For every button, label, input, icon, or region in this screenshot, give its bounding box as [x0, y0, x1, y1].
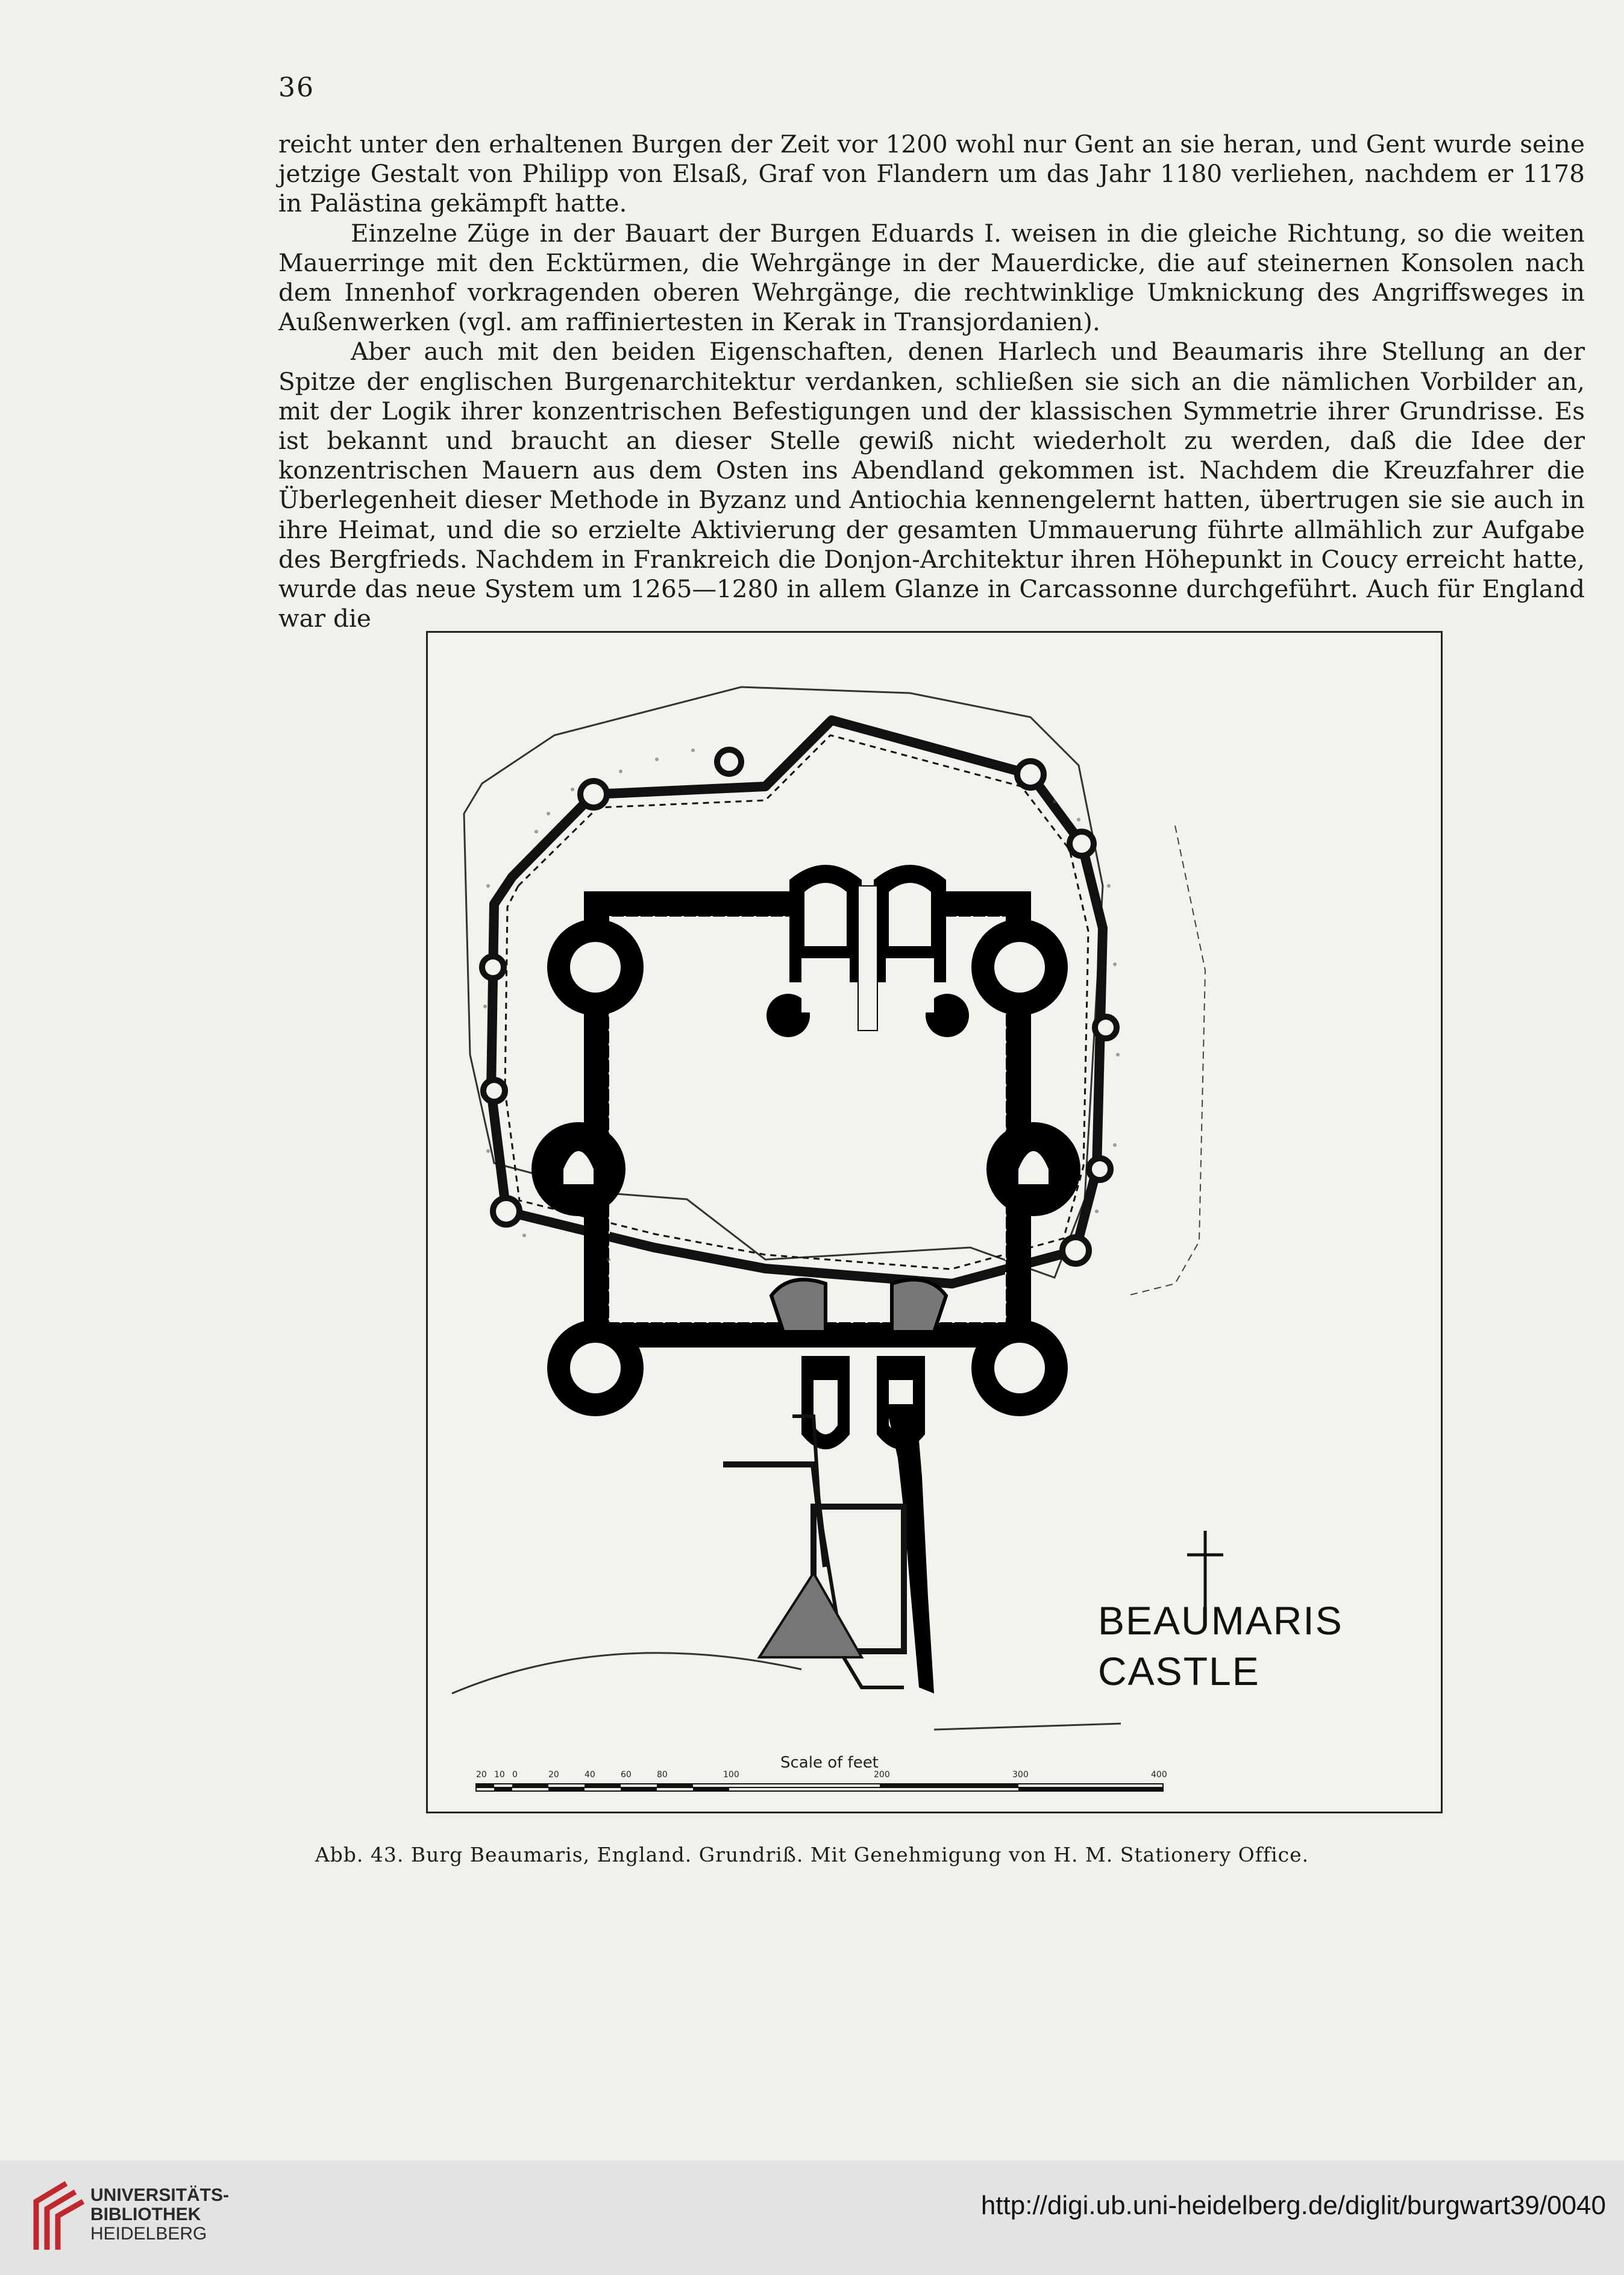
figure-caption: Abb. 43. Burg Beaumaris, England. Grundriß. Mit Genehmigung von H. M. Stationery Office.: [315, 1843, 1309, 1866]
library-logo-icon: [30, 2177, 84, 2256]
library-name: [90, 2186, 229, 2244]
castle-plan-figure: [426, 631, 1443, 1813]
scale-tick: 40: [585, 1770, 595, 1780]
scale-tick: 20: [476, 1770, 487, 1780]
source-url-link[interactable]: http://digi.ub.uni-heidelberg.de/diglit/burgwart39/0040: [980, 2191, 1606, 2220]
scale-tick: 20: [548, 1770, 559, 1780]
paragraph-2: Einzelne Züge in der Bauart der Burgen Eduards I. weisen in die gleiche Richtung, so die weiten Mauerringe mit den Ecktürmen, die Wehrgänge in der Mauerdicke, die auf steinernen Konsolen nach dem Innenhof vorkragenden oberen Wehrgänge, die rechtwinklige Umknickung des Angriffsweges in Außenwerken (vgl. am raffiniertesten in Kerak in Transjordanien).: [278, 218, 1585, 337]
scale-tick: 300: [1012, 1770, 1029, 1780]
scale-tick: 100: [723, 1770, 739, 1780]
footer-bar: [0, 2160, 1624, 2275]
library-name-line1: UNIVERSITÄTS-: [90, 2185, 230, 2205]
scale-tick: 400: [1151, 1770, 1167, 1780]
library-name-line2: BIBLIOTHEK: [90, 2204, 201, 2224]
page-number: 36: [278, 72, 315, 103]
scale-tick: 200: [874, 1770, 890, 1780]
scale-tick: 0: [512, 1770, 518, 1780]
scale-tick: 60: [621, 1770, 632, 1780]
castle-title-line1: BEAUMARIS: [1098, 1598, 1343, 1643]
scale-tick: 80: [657, 1770, 668, 1780]
scale-tick: 10: [494, 1770, 505, 1780]
library-name-line3: HEIDELBERG: [90, 2224, 207, 2244]
scale-label: Scale of feet: [780, 1754, 879, 1772]
paragraph-1: reicht unter den erhaltenen Burgen der Zeit vor 1200 wohl nur Gent an sie heran, und Gent wurde seine jetzige Gestalt von Philipp von Elsaß, Graf von Flandern um das Jahr 1180 verliehen, nachdem er 1178 in Palästina gekämpft hatte.: [278, 130, 1585, 218]
castle-title-line2: CASTLE: [1098, 1649, 1260, 1693]
body-text: [278, 130, 1585, 633]
castle-title: [1098, 1595, 1343, 1696]
paragraph-3: Aber auch mit den beiden Eigenschaften, denen Harlech und Beaumaris ihre Stellung an der Spitze der englischen Burgenarchitektur verdanken, schließen sie sich an die nämlichen Vorbilder an, mit der Logik ihrer konzentrischen Befestigungen und der klassischen Symmetrie ihrer Grundrisse. Es ist bekannt und braucht an dieser Stelle gewiß nicht wiederholt zu werden, daß die Idee der konzentrischen Mauern aus dem Osten ins Abendland gekommen ist. Nachdem die Kreuzfahrer die Überlegenheit dieser Methode in Byzanz und Antiochia kennengelernt hatten, übertrugen sie sie auch in ihre Heimat, und die so erzielte Aktivierung der gesamten Ummauerung führte allmählich zur Aufgabe des Bergfrieds. Nachdem in Frankreich die Donjon-Architektur ihren Höhepunkt in Coucy erreicht hatte, wurde das neue System um 1265—1280 in allem Glanze in Carcassonne durchgeführt. Auch für England war die: [278, 337, 1585, 633]
